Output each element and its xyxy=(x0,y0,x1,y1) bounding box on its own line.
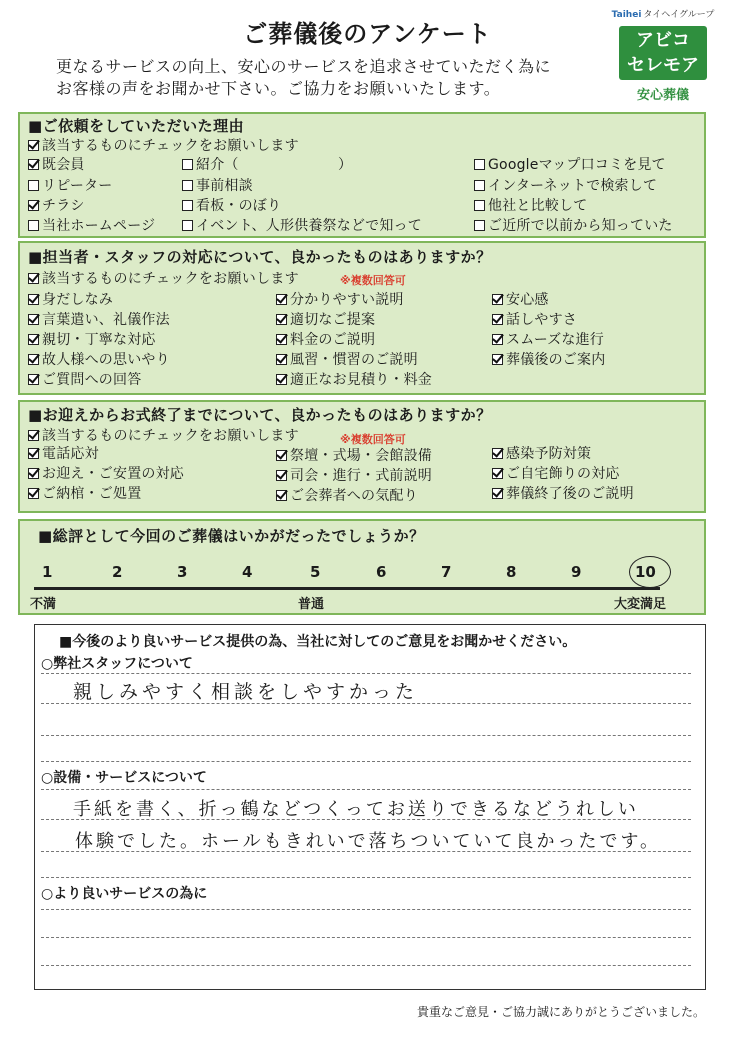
logo-mark xyxy=(619,26,707,80)
checkbox-icon[interactable] xyxy=(276,470,287,481)
checkbox-icon[interactable] xyxy=(474,220,485,231)
checkbox-icon xyxy=(28,140,39,151)
checkbox-icon[interactable] xyxy=(28,334,39,345)
checkbox-icon[interactable] xyxy=(28,354,39,365)
scale-number[interactable]: 2 xyxy=(112,563,123,581)
question-staff: ○弊社スタッフについて xyxy=(41,656,193,672)
reason-option[interactable]: 紹介（ ） xyxy=(182,156,352,174)
scale-label-high: 大変満足 xyxy=(614,597,667,612)
checkbox-icon[interactable] xyxy=(474,159,485,170)
checkbox-icon[interactable] xyxy=(28,220,39,231)
section-title: ■ご依頼をしていただいた理由 xyxy=(28,117,245,135)
scale-number[interactable]: 5 xyxy=(310,563,321,581)
intro-line-2: お客様の声をお聞かせ下さい。ご協力をお願いいたします。 xyxy=(56,79,501,98)
checkbox-icon[interactable] xyxy=(28,180,39,191)
checkbox-icon[interactable] xyxy=(28,159,39,170)
intro-text xyxy=(56,56,616,100)
scale-number[interactable]: 10 xyxy=(635,563,656,581)
scale-label-mid: 普通 xyxy=(298,597,325,612)
scale-label-low: 不満 xyxy=(30,597,57,612)
reason-option[interactable]: インターネットで検索して xyxy=(474,177,657,195)
reason-option[interactable]: 当社ホームページ xyxy=(28,217,155,235)
scale-number[interactable]: 7 xyxy=(441,563,452,581)
multiple-answers-note: ※複数回答可 xyxy=(340,433,406,446)
checkbox-icon[interactable] xyxy=(492,488,503,499)
staff-option[interactable]: スムーズな進行 xyxy=(492,331,604,349)
answer-line xyxy=(41,703,691,704)
section-title: ■担当者・スタッフの対応について、良かったものはありますか？ xyxy=(28,248,492,266)
checkbox-icon[interactable] xyxy=(276,294,287,305)
ceremony-option[interactable]: 感染予防対策 xyxy=(492,445,591,463)
checkbox-icon[interactable] xyxy=(276,374,287,385)
reason-option[interactable]: 看板・のぼり xyxy=(182,197,281,215)
reason-option[interactable]: ご近所で以前から知っていた xyxy=(474,217,673,235)
checkbox-icon[interactable] xyxy=(276,354,287,365)
staff-option[interactable]: 適切なご提案 xyxy=(276,311,375,329)
group-name xyxy=(610,8,716,22)
checkbox-icon[interactable] xyxy=(182,200,193,211)
section-overall-rating xyxy=(18,519,706,615)
checkbox-icon[interactable] xyxy=(182,180,193,191)
staff-option[interactable]: 安心感 xyxy=(492,291,549,309)
ceremony-option[interactable]: お迎え・ご安置の対応 xyxy=(28,465,184,483)
section-staff xyxy=(18,241,706,395)
staff-option[interactable]: 料金のご説明 xyxy=(276,331,375,349)
logo-line-2: セレモア xyxy=(627,55,699,76)
staff-option[interactable]: 分かりやすい説明 xyxy=(276,291,404,309)
checkbox-icon xyxy=(28,430,39,441)
checkbox-icon[interactable] xyxy=(28,468,39,479)
multiple-answers-note: ※複数回答可 xyxy=(340,274,406,287)
answer-line xyxy=(41,965,691,966)
checkbox-icon xyxy=(28,273,39,284)
question-better-service: ○より良いサービスの為に xyxy=(41,886,208,902)
answer-line xyxy=(41,761,691,762)
answer-line xyxy=(41,819,691,820)
staff-option[interactable]: ご質問への回答 xyxy=(28,371,141,389)
staff-option[interactable]: 葬儀後のご案内 xyxy=(492,351,605,369)
answer-line xyxy=(41,851,691,852)
staff-option[interactable]: 言葉遣い、礼儀作法 xyxy=(28,311,170,329)
checkbox-icon[interactable] xyxy=(492,334,503,345)
ceremony-option[interactable]: ご納棺・ご処置 xyxy=(28,485,141,503)
section-reasons xyxy=(18,112,706,238)
checkbox-icon[interactable] xyxy=(28,294,39,305)
question-facilities: ○設備・サービスについて xyxy=(41,770,207,786)
ceremony-option[interactable]: ご自宅飾りの対応 xyxy=(492,465,620,483)
handwritten-answer-facilities-2[interactable]: 体験でした。ホールもきれいで落ちついていて良かったです。 xyxy=(75,831,662,852)
ceremony-option[interactable]: 司会・進行・式前説明 xyxy=(276,467,432,485)
checkbox-icon[interactable] xyxy=(182,220,193,231)
group-text: タイヘイグループ xyxy=(643,10,715,20)
ceremony-option[interactable]: ご会葬者への気配り xyxy=(276,487,418,505)
section-instruction: 該当するものにチェックをお願いします xyxy=(28,135,299,155)
scale-number[interactable]: 3 xyxy=(177,563,188,581)
checkbox-icon[interactable] xyxy=(276,450,287,461)
checkbox-icon[interactable] xyxy=(182,159,193,170)
answer-line xyxy=(41,789,691,790)
checkbox-icon[interactable] xyxy=(276,334,287,345)
answer-line xyxy=(41,735,691,736)
section-ceremony xyxy=(18,400,706,513)
reason-option[interactable]: リピーター xyxy=(28,177,112,195)
scale-number[interactable]: 8 xyxy=(506,563,517,581)
section-instruction: 該当するものにチェックをお願いします xyxy=(28,425,299,445)
staff-option[interactable]: 親切・丁寧な対応 xyxy=(28,331,156,349)
reason-option[interactable]: 他社と比較して xyxy=(474,197,587,215)
checkbox-icon[interactable] xyxy=(492,448,503,459)
ceremony-option[interactable]: 電話応対 xyxy=(28,445,99,463)
logo-line-1: アビコ xyxy=(636,30,690,51)
checkbox-icon[interactable] xyxy=(28,448,39,459)
page-title: ご葬儀後のアンケート xyxy=(243,20,492,48)
section-title: ■総評として今回のご葬儀はいかがだったでしょうか？ xyxy=(38,527,425,545)
answer-line xyxy=(41,673,691,674)
scale-number[interactable]: 1 xyxy=(42,563,53,581)
reason-option[interactable]: 既会員 xyxy=(28,156,85,174)
ceremony-option[interactable]: 葬儀終了後のご説明 xyxy=(492,485,634,503)
footer-thanks: 貴重なご意見・ご協力誠にありがとうございました。 xyxy=(416,1005,705,1019)
reason-option[interactable]: 事前相談 xyxy=(182,177,253,195)
answer-line xyxy=(41,909,691,910)
intro-line-1: 更なるサービスの向上、安心のサービスを追求させていただく為に xyxy=(56,57,552,76)
selected-rating-circle xyxy=(629,556,671,588)
answer-line xyxy=(41,877,691,878)
section-title: ■お迎えからお式終了までについて、良かったものはありますか？ xyxy=(28,406,492,424)
scale-number[interactable]: 4 xyxy=(242,563,253,581)
staff-option[interactable]: 故人様への思いやり xyxy=(28,351,170,369)
ceremony-option[interactable]: 祭壇・式場・会館設備 xyxy=(276,447,432,465)
opinion-title: ■今後のより良いサービス提供の為、当社に対してのご意見をお聞かせください。 xyxy=(59,634,577,650)
checkbox-icon[interactable] xyxy=(492,314,503,325)
section-instruction: 該当するものにチェックをお願いします xyxy=(28,268,299,288)
reason-option[interactable]: イベント、人形供養祭などで知って xyxy=(182,217,422,235)
staff-option[interactable]: 適正なお見積り・料金 xyxy=(276,371,432,389)
handwritten-answer-facilities-1[interactable]: 手紙を書く、折っ鶴などつくってお送りできるなどうれしい xyxy=(73,799,639,820)
checkbox-icon[interactable] xyxy=(474,200,485,211)
checkbox-icon[interactable] xyxy=(28,200,39,211)
opinion-box xyxy=(34,624,706,990)
group-brand: Taihei xyxy=(611,10,642,20)
reason-option[interactable]: チラシ xyxy=(28,197,85,215)
checkbox-icon[interactable] xyxy=(492,468,503,479)
staff-option[interactable]: 風習・慣習のご説明 xyxy=(276,351,418,369)
scale-number[interactable]: 6 xyxy=(376,563,387,581)
staff-option[interactable]: 話しやすさ xyxy=(492,311,577,329)
checkbox-icon[interactable] xyxy=(492,294,503,305)
handwritten-answer-staff[interactable]: 親しみやすく相談をしやすかった xyxy=(73,681,419,703)
checkbox-icon[interactable] xyxy=(28,374,39,385)
checkbox-icon[interactable] xyxy=(492,354,503,365)
reason-option[interactable]: Googleマップ口コミを見て xyxy=(474,156,666,174)
staff-option[interactable]: 身だしなみ xyxy=(28,291,113,309)
company-logo xyxy=(610,8,716,108)
checkbox-icon[interactable] xyxy=(28,488,39,499)
checkbox-icon[interactable] xyxy=(28,314,39,325)
checkbox-icon[interactable] xyxy=(276,490,287,501)
checkbox-icon[interactable] xyxy=(474,180,485,191)
answer-line xyxy=(41,937,691,938)
rating-scale-line xyxy=(34,587,660,590)
logo-tagline: 安心葬儀 xyxy=(636,88,689,103)
scale-number[interactable]: 9 xyxy=(571,563,582,581)
checkbox-icon[interactable] xyxy=(276,314,287,325)
